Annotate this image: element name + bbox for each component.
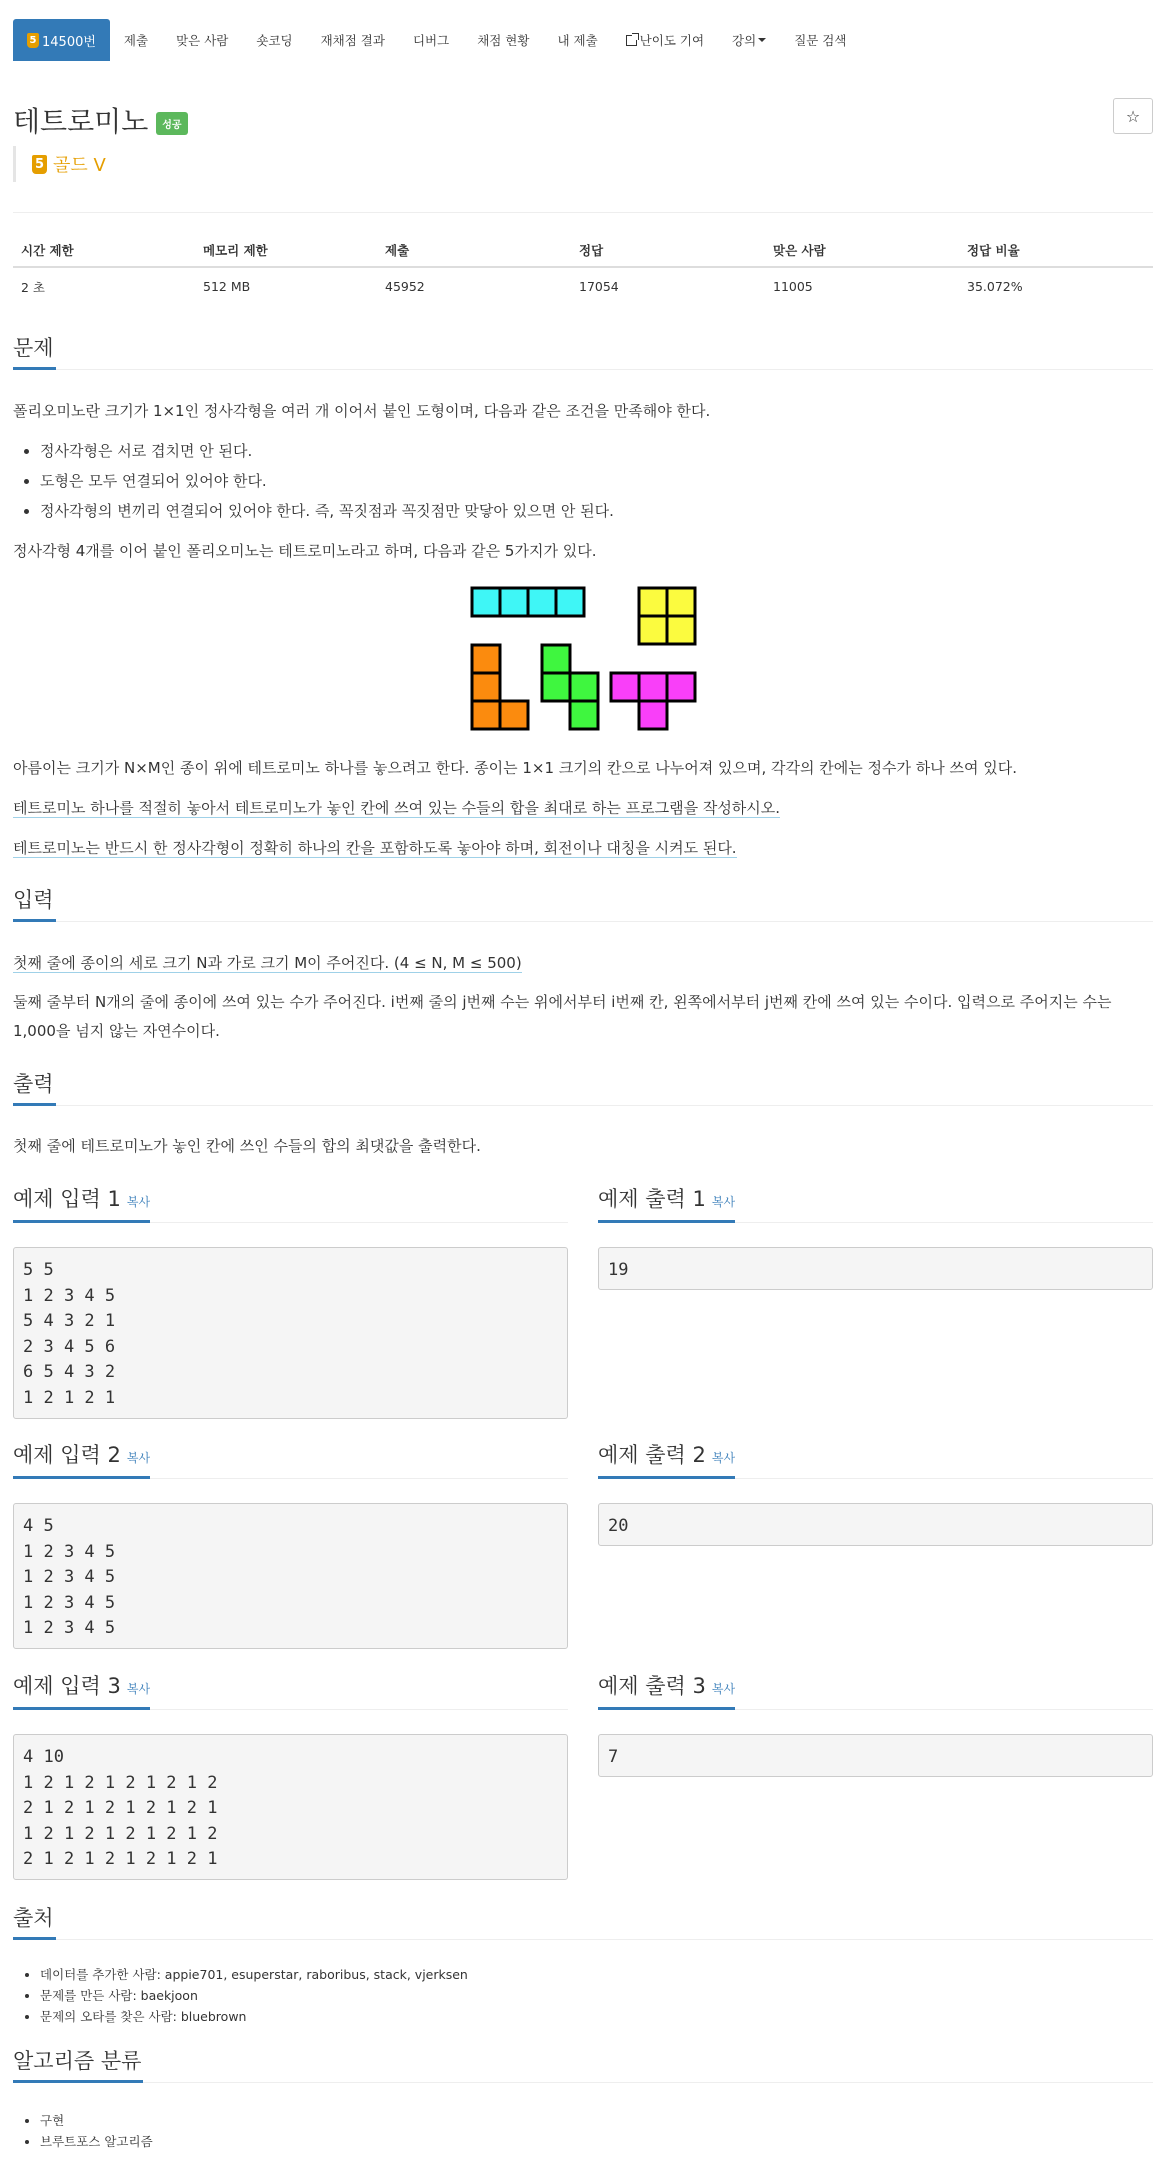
copy-link[interactable]: 복사: [711, 1451, 736, 1465]
copy-link[interactable]: 복사: [711, 1682, 736, 1696]
tetro-o-cell: [639, 616, 667, 644]
nav-question-search[interactable]: 질문 검색: [794, 33, 847, 48]
gold5-tier-icon: 5: [32, 155, 47, 174]
tetromino-o: [639, 588, 695, 644]
header-time-limit: 시간 제한: [13, 233, 195, 267]
sample-output-2[interactable]: 20: [598, 1503, 1153, 1546]
nav-short-coding[interactable]: 숏코딩: [256, 33, 293, 48]
header-solved-users: 맞은 사람: [765, 233, 959, 267]
cell-submissions: 45952: [385, 279, 425, 294]
header-accept-ratio: 정답 비율: [959, 233, 1153, 267]
problem-paragraph-5: [13, 834, 1153, 863]
cell-memory-limit: 512 MB: [203, 279, 251, 294]
tetro-i-cell: [556, 588, 584, 616]
sample-input-2-heading: [13, 1439, 568, 1479]
list-item: • 정사각형의 변끼리 연결되어 있어야 한다. 즉, 꼭짓점과 꼭짓점만 맞닿아 있으면 안 된다.: [40, 496, 614, 526]
problem-paragraph-5-text: 테트로미노는 반드시 한 정사각형이 정확히 하나의 칸을 포함하도록 놓아야 하며, 회전이나 대칭을 시켜도 된다.: [13, 839, 737, 857]
tetromino-i: [472, 588, 584, 616]
sample-output-1-title-wrap: [598, 1183, 735, 1223]
gold5-tier-icon: 5: [27, 33, 39, 48]
nav-debug[interactable]: 디버그: [412, 33, 450, 48]
output-paragraph-1: 첫째 줄에 테트로미노가 놓인 칸에 쓰인 수들의 합의 최댓값을 출력한다.: [13, 1137, 481, 1155]
sample-output-3-title: 예제 출력 3: [598, 1674, 706, 1698]
section-output-heading: [13, 1070, 1153, 1106]
tetro-o-cell: [639, 588, 667, 616]
nav-submit[interactable]: 제출: [123, 33, 149, 48]
tetro-o-cell: [667, 588, 695, 616]
tetro-t-cell: [639, 701, 667, 729]
section-input-title: 입력: [13, 886, 56, 922]
sample-input-3[interactable]: 4 10 1 2 1 2 1 2 1 2 1 2 2 1 2 1 2 1 2 1 2 1 1 2 1 2 1 2 1 2 1 2 2 1 2 1 2 1 2 1 2 1: [13, 1734, 568, 1880]
nav-problem-number[interactable]: [13, 19, 110, 61]
sample-input-1-heading: [13, 1183, 568, 1223]
tetro-t-cell: [611, 673, 639, 701]
sample-output-1-heading: [598, 1183, 1153, 1223]
nav-my-submissions[interactable]: 내 제출: [557, 33, 598, 48]
nav-problem-number-label: 14500번: [42, 34, 96, 50]
favorite-star-button[interactable]: ☆: [1113, 98, 1153, 134]
sample-input-2-title: 예제 입력 2: [13, 1443, 121, 1467]
sample-output-1-title: 예제 출력 1: [598, 1187, 706, 1211]
sample-input-1-title-wrap: [13, 1183, 150, 1223]
table-row: [13, 267, 1153, 303]
nav-difficulty-contribution[interactable]: [612, 19, 718, 61]
input-paragraph-2: 둘째 줄부터 N개의 줄에 종이에 쓰여 있는 수가 주어진다. i번째 줄의 j번째 수는 위에서부터 i번째 칸, 왼쪽에서부터 j번째 칸에 쓰여 있는 수이다. 입력으로 주어지는 수는 1,000을 넘지 않는 자연수이다.: [13, 993, 1112, 1040]
tetro-s-cell: [570, 701, 598, 729]
tetro-t-cell: [639, 673, 667, 701]
tier-label[interactable]: [13, 146, 106, 182]
sample-input-1-title: 예제 입력 1: [13, 1187, 121, 1211]
section-source-title: 출처: [13, 1904, 56, 1940]
cell-solved-users: 11005: [773, 279, 813, 294]
problem-paragraph-2: 정사각형 4개를 이어 붙인 폴리오미노는 테트로미노라고 하며, 다음과 같은 5가지가 있다.: [13, 542, 597, 560]
section-problem-heading: [13, 334, 1153, 370]
tetromino-t: [611, 673, 695, 729]
tetro-t-cell: [667, 673, 695, 701]
problem-paragraph-4-text: 테트로미노 하나를 적절히 놓아서 테트로미노가 놓인 칸에 쓰여 있는 수들의 합을 최대로 하는 프로그램을 작성하시오.: [13, 799, 781, 817]
header-memory-limit: 메모리 제한: [195, 233, 377, 267]
tetro-s-cell: [542, 645, 570, 673]
problem-paragraph-3: 아름이는 크기가 N×M인 종이 위에 테트로미노 하나를 놓으려고 한다. 종이는 1×1 크기의 칸으로 나누어져 있으며, 각각의 칸에는 정수가 하나 쓰여 있다.: [13, 759, 1017, 777]
nav-status[interactable]: 채점 현황: [477, 33, 530, 48]
source-list: [40, 1964, 468, 2027]
tetromino-l: [472, 645, 528, 729]
copy-link[interactable]: 복사: [126, 1682, 151, 1696]
tetro-i-cell: [472, 588, 500, 616]
sample-output-2-title-wrap: [598, 1439, 735, 1479]
tetro-l-cell: [472, 701, 500, 729]
sample-output-2-title: 예제 출력 2: [598, 1443, 706, 1467]
nav-rejudge-results[interactable]: 재채점 결과: [320, 33, 385, 48]
tetro-s-cell: [542, 673, 570, 701]
status-badge: 성공: [156, 112, 187, 135]
sample-input-2[interactable]: 4 5 1 2 3 4 5 1 2 3 4 5 1 2 3 4 5 1 2 3 4 5: [13, 1503, 568, 1649]
tier-text: 골드 V: [53, 155, 106, 176]
algorithm-tag-link[interactable]: • 브루트포스 알고리즘: [40, 2131, 153, 2152]
algorithm-tag-list: [40, 2110, 153, 2152]
sample-output-3-heading: [598, 1670, 1153, 1710]
tetro-l-cell: [472, 645, 500, 673]
section-output-title: 출력: [13, 1070, 56, 1106]
copy-link[interactable]: 복사: [711, 1195, 736, 1209]
nav-difficulty-label: 난이도 기여: [639, 33, 705, 48]
section-algorithm-heading: [13, 2047, 1153, 2083]
problem-info-table: [13, 233, 1153, 303]
sample-input-2-title-wrap: [13, 1439, 150, 1479]
divider: [13, 212, 1153, 213]
sample-output-3-title-wrap: [598, 1670, 735, 1710]
copy-link[interactable]: 복사: [126, 1195, 151, 1209]
sample-output-1[interactable]: 19: [598, 1247, 1153, 1290]
cell-time-limit: 2 초: [21, 279, 46, 295]
page-title: 테트로미노: [13, 105, 149, 138]
tetromino-s: [542, 645, 598, 729]
header-accepted: 정답: [571, 233, 765, 267]
tetro-i-cell: [528, 588, 556, 616]
problem-nav: [13, 19, 1153, 61]
sample-output-2-heading: [598, 1439, 1153, 1479]
list-item: • 정사각형은 서로 겹치면 안 된다.: [40, 436, 614, 466]
sample-input-3-title: 예제 입력 3: [13, 1674, 121, 1698]
sample-input-3-title-wrap: [13, 1670, 150, 1710]
tetromino-shapes-image: [468, 584, 698, 734]
list-item: • 데이터를 추가한 사람: appie701, esuperstar, raboribus, stack, vjerksen: [40, 1964, 468, 1985]
problem-conditions-list: [40, 436, 614, 526]
nav-solved-users[interactable]: 맞은 사람: [176, 33, 229, 48]
problem-paragraph-1: 폴리오미노란 크기가 1×1인 정사각형을 여러 개 이어서 붙인 도형이며, 다음과 같은 조건을 만족해야 한다.: [13, 402, 711, 420]
nav-lecture-label: 강의: [732, 33, 757, 48]
sample-input-3-heading: [13, 1670, 568, 1710]
tetro-l-cell: [500, 701, 528, 729]
list-item: • 도형은 모두 연결되어 있어야 한다.: [40, 466, 614, 496]
cell-accepted: 17054: [579, 279, 619, 294]
tetro-l-cell: [472, 673, 500, 701]
table-header-row: [13, 233, 1153, 267]
tetro-s-cell: [570, 673, 598, 701]
section-problem-title: 문제: [13, 334, 56, 370]
section-algorithm-title: 알고리즘 분류: [13, 2047, 143, 2083]
input-paragraph-1: [13, 949, 1153, 978]
title-row: [13, 100, 188, 140]
list-item: • 문제의 오타를 찾은 사람: bluebrown: [40, 2006, 468, 2027]
sample-input-1[interactable]: 5 5 1 2 3 4 5 5 4 3 2 1 2 3 4 5 6 6 5 4 3 2 1 2 1 2 1: [13, 1247, 568, 1419]
section-source-heading: [13, 1904, 1153, 1940]
tetro-i-cell: [500, 588, 528, 616]
caret-down-icon: [758, 38, 766, 42]
algorithm-tag-link[interactable]: • 구현: [40, 2110, 153, 2131]
section-input-heading: [13, 886, 1153, 922]
problem-paragraph-4: [13, 794, 1153, 823]
sample-output-3[interactable]: 7: [598, 1734, 1153, 1777]
external-link-icon: [626, 35, 637, 46]
copy-link[interactable]: 복사: [126, 1451, 151, 1465]
header-submissions: 제출: [377, 233, 571, 267]
list-item: • 문제를 만든 사람: baekjoon: [40, 1985, 468, 2006]
tetro-o-cell: [667, 616, 695, 644]
nav-lecture-dropdown[interactable]: [718, 19, 780, 61]
cell-accept-ratio: 35.072%: [967, 279, 1023, 294]
input-paragraph-1-text: 첫째 줄에 종이의 세로 크기 N과 가로 크기 M이 주어진다. (4 ≤ N, M ≤ 500): [13, 954, 522, 972]
